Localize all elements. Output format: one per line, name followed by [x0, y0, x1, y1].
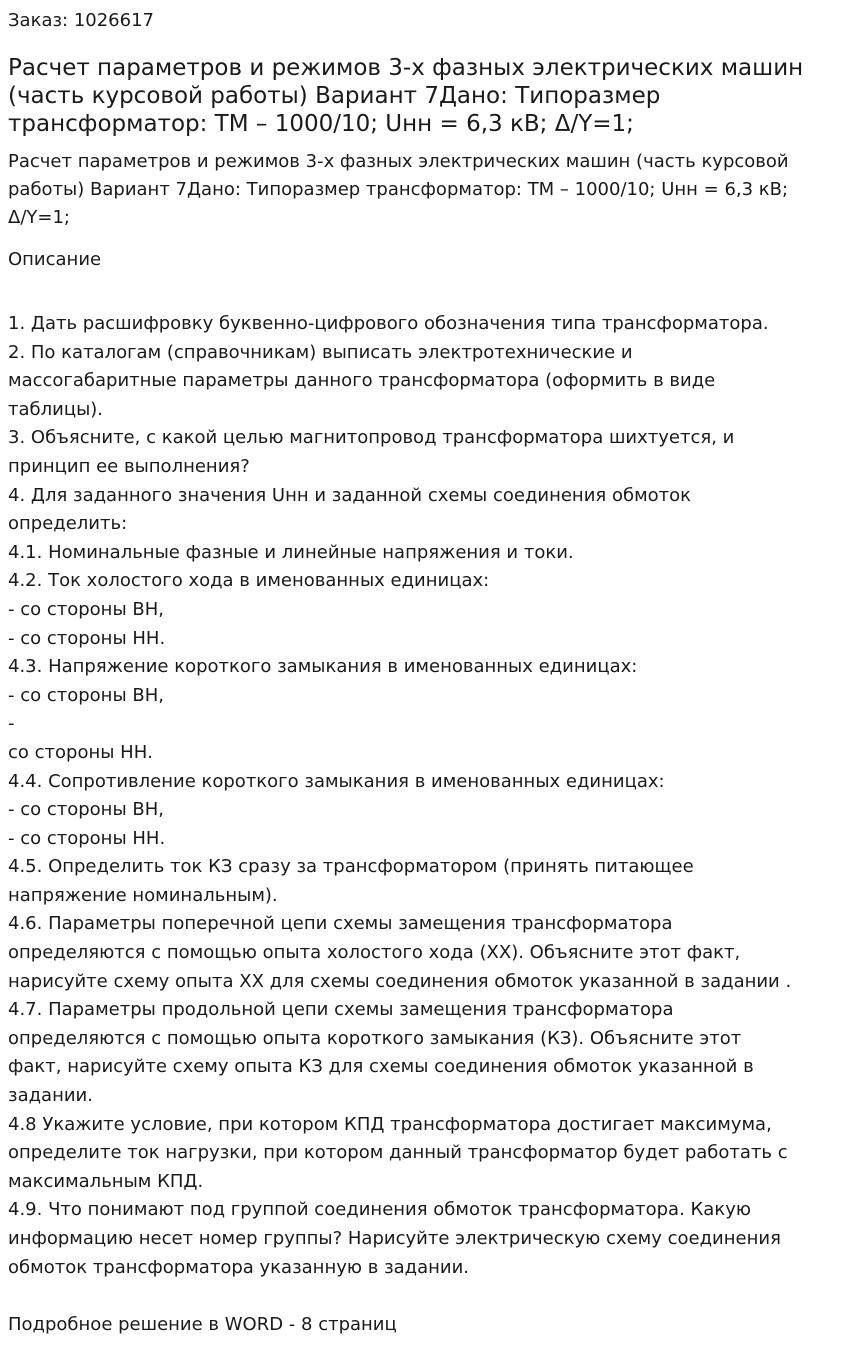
title-line: Расчет параметров и режимов 3-х фазных электрических машин	[8, 55, 804, 81]
description-line: 4. Для заданного значения Uнн и заданной схемы соединения обмоток	[8, 484, 692, 506]
description-line: - со стороны НН.	[8, 827, 166, 849]
description-line: 2. По каталогам (справочникам) выписать электротехнические и	[8, 341, 633, 363]
description-line: задании.	[8, 1085, 93, 1107]
description-line: факт, нарисуйте схему опыта КЗ для схемы соединения обмоток указанной в	[8, 1056, 754, 1078]
description-line: 3. Объясните, с какой целью магнитопровод трансформатора шихтуется, и	[8, 427, 735, 449]
description-line: 4.2. Ток холостого хода в именованных единицах:	[8, 570, 490, 592]
description-line: - со стороны ВН,	[8, 598, 164, 620]
description-line: информацию несет номер группы? Нарисуйте электрическую схему соединения	[8, 1228, 781, 1249]
description-line: нарисуйте схему опыта ХХ для схемы соединения обмоток указанной в задании .	[8, 970, 792, 992]
description-line: напряжение номинальным).	[8, 884, 278, 906]
description-line: 4.6. Параметры поперечной цепи схемы замещения трансформатора	[8, 913, 673, 935]
description-line: - со стороны ВН,	[8, 684, 164, 706]
description-line: 1. Дать расшифровку буквенно-цифрового обозначения типа трансформатора.	[8, 313, 769, 334]
summary-text	[8, 148, 839, 232]
description-line: 4.3. Напряжение короткого замыкания в именованных единицах:	[8, 656, 638, 678]
description-line: - со стороны НН.	[8, 627, 166, 649]
description-heading: Описание	[8, 249, 102, 270]
description-body	[8, 310, 839, 1339]
paragraph-gap	[8, 1282, 839, 1311]
description-line: принцип ее выполнения?	[8, 455, 250, 477]
description-line: -	[8, 713, 15, 735]
description-line: определяются с помощью опыта короткого замыкания (КЗ). Объясните этот	[8, 1027, 742, 1049]
title-line: трансформатор: ТМ – 1000/10; Uнн = 6,3 кВ; Δ/Y=1;	[8, 111, 634, 137]
description-line: обмоток трансформатора указанную в задании.	[8, 1256, 470, 1278]
summary-line: работы) Вариант 7Дано: Типоразмер трансформатор: ТМ – 1000/10; Uнн = 6,3 кВ;	[8, 179, 789, 200]
title-line: (часть курсовой работы) Вариант 7Дано: Типоразмер	[8, 83, 661, 109]
description-line: определите ток нагрузки, при котором данный трансформатор будет работать с	[8, 1142, 788, 1164]
description-line: 4.1. Номинальные фазные и линейные напряжения и токи.	[8, 541, 574, 563]
description-line: - со стороны ВН,	[8, 799, 164, 821]
description-line: 4.7. Параметры продольной цепи схемы замещения трансформатора	[8, 999, 674, 1021]
solution-note: Подробное решение в WORD - 8 страниц	[8, 1313, 397, 1335]
description-line: 4.4. Сопротивление короткого замыкания в именованных единицах:	[8, 770, 665, 792]
page-title	[8, 54, 839, 138]
description-line: определяются с помощью опыта холостого хода (ХХ). Объясните этот факт,	[8, 942, 741, 964]
description-line: массогабаритные параметры данного трансформатора (оформить в виде	[8, 370, 716, 392]
description-line: таблицы).	[8, 398, 104, 420]
description-line: со стороны НН.	[8, 741, 153, 763]
description-line: 4.9. Что понимают под группой соединения обмоток трансформатора. Какую	[8, 1199, 752, 1221]
description-line: максимальным КПД.	[8, 1170, 204, 1192]
description-line: 4.5. Определить ток КЗ сразу за трансформатором (принять питающее	[8, 856, 694, 878]
summary-line: Расчет параметров и режимов 3-х фазных электрических машин (часть курсовой	[8, 151, 789, 172]
description-line: 4.8 Укажите условие, при котором КПД трансформатора достигает максимума,	[8, 1113, 772, 1135]
order-number: Заказ: 1026617	[8, 10, 154, 31]
summary-line: Δ/Y=1;	[8, 207, 70, 228]
description-line: определить:	[8, 513, 128, 535]
